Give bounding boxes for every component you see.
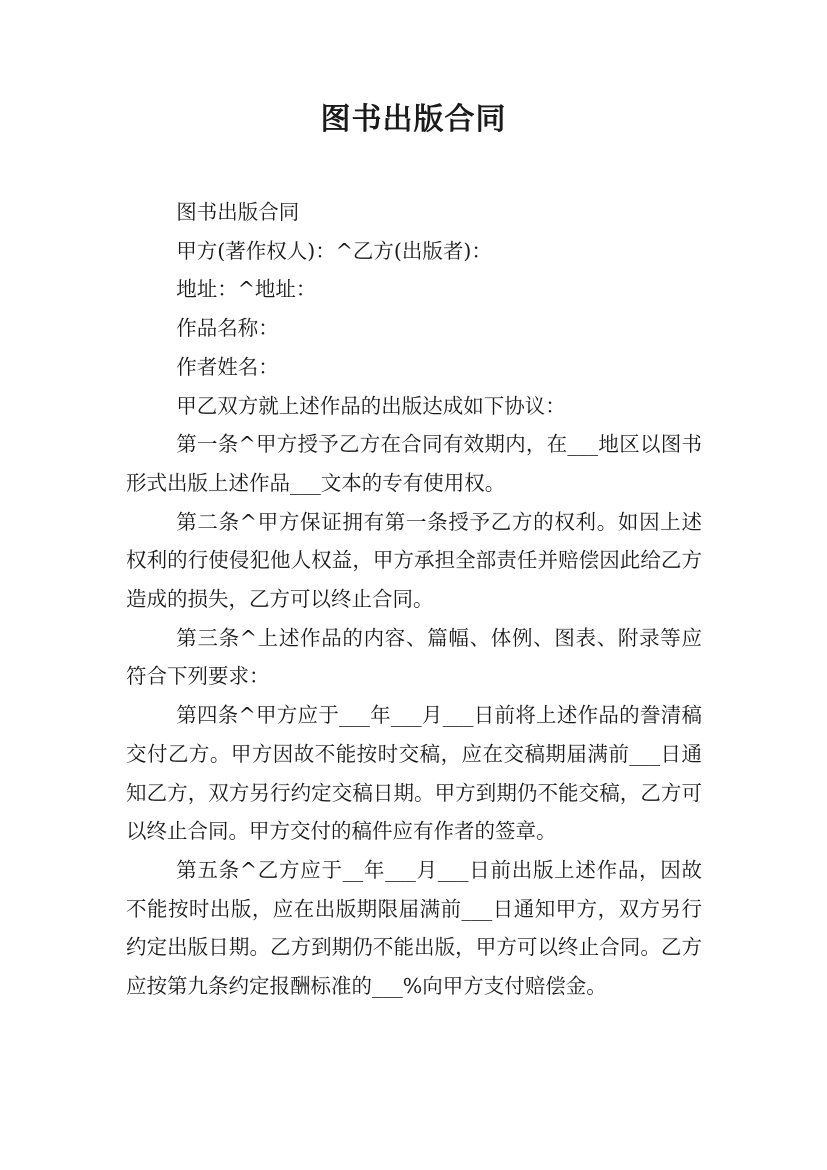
paragraph-article-3: 第三条^上述作品的内容、篇幅、体例、图表、附录等应符合下列要求： (126, 625, 702, 689)
paragraph-article-5: 第五条^乙方应于__年___月___日前出版上述作品，因故不能按时出版，应在出版期限届满前___日通知甲方，双方另行约定出版日期。乙方到期仍不能出版，甲方可以终止合同。乙方应按第九条约定报酬标准的___%向甲方支付赔偿金。 (126, 857, 702, 999)
paragraph-article-1: 第一条^甲方授予乙方在合同有效期内，在___地区以图书形式出版上述作品___文本的专有使用权。 (126, 432, 702, 495)
paragraph-agreement-intro: 甲乙双方就上述作品的出版达成如下协议： (176, 393, 566, 418)
paragraph-work-name: 作品名称： (176, 316, 279, 341)
document-title: 图书出版合同 (320, 102, 507, 137)
paragraph-article-2: 第二条^甲方保证拥有第一条授予乙方的权利。如因上述权利的行使侵犯他人权益，甲方承担全部责任并赔偿因此给乙方造成的损失，乙方可以终止合同。 (126, 509, 702, 612)
paragraph-party-a-b: 甲方(著作权人)：^乙方(出版者)： (176, 238, 492, 263)
paragraph-author-name: 作者姓名： (176, 354, 279, 379)
paragraph-heading: 图书出版合同 (176, 200, 300, 224)
paragraph-article-4: 第四条^甲方应于___年___月___日前将上述作品的誊清稿交付乙方。甲方因故不能按时交稿，应在交稿期届满前___日通知乙方，双方另行约定交稿日期。甲方到期仍不能交稿，乙方可以终止合同。甲方交付的稿件应有作者的签章。 (126, 703, 702, 844)
paragraph-address: 地址：^地址： (176, 277, 317, 302)
document-body (126, 193, 702, 1006)
